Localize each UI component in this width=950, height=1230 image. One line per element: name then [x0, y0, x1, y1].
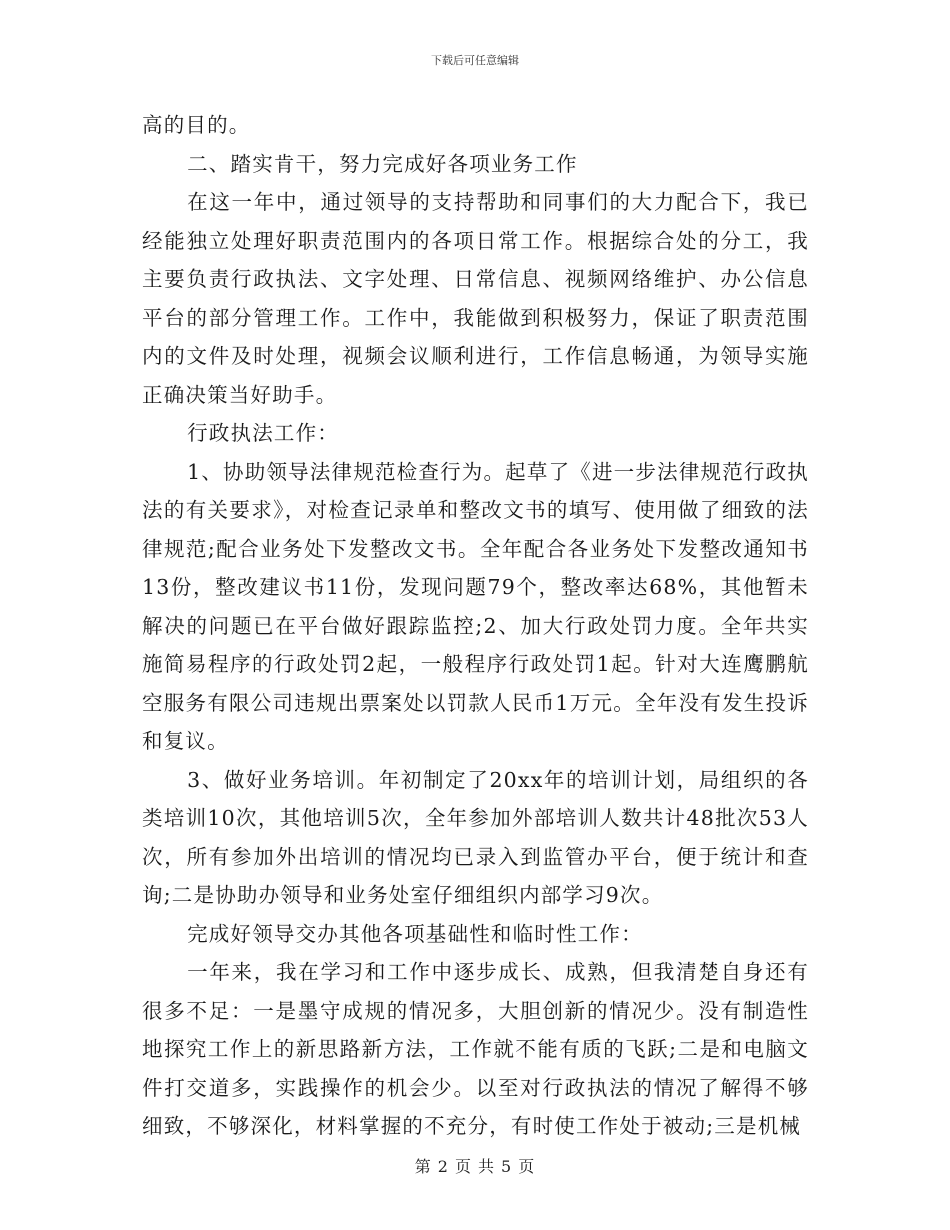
paragraph-6: 3、做好业务培训。年初制定了20xx年的培训计划，局组织的各类培训10次，其他培训5次，全年参加外部培训人数共计48批次53人次，所有参加外出培训的情况均已录入到监管办平台，便于统计和查询;二是协助办领导和业务处室仔细组织内部学习9次。: [142, 767, 809, 907]
footer-total-pages: 5: [501, 1157, 513, 1176]
paragraph-8: 一年来，我在学习和工作中逐步成长、成熟，但我清楚自身还有很多不足：一是墨守成规的情况多，大胆创新的情况少。没有制造性地探究工作上的新思路新方法，工作就不能有质的飞跃;二是和电脑文件打交道多，实践操作的机会少。以至对行政执法的情况了解得不够细致，不够深化，材料掌握的不充分，有时使工作处于被动;三是机械: [142, 960, 809, 1138]
page-footer: [0, 1154, 950, 1177]
document-body: [142, 106, 809, 1146]
paragraph-5: 1、协助领导法律规范检查行为。起草了《进一步法律规范行政执法的有关要求》，对检查记录单和整改文书的填写、使用做了细致的法律规范;配合业务处下发整改文书。全年配合各业务处下发整改通知书13份，整改建议书11份，发现问题79个，整改率达68%，其他暂未解决的问题已在平台做好跟踪监控;2、加大行政处罚力度。全年共实施简易程序的行政处罚2起，一般程序行政处罚1起。针对大连鹰鹏航空服务有限公司违规出票案处以罚款人民币1万元。全年没有发生投诉和复议。: [142, 459, 809, 753]
footer-middle: 页 共: [454, 1157, 496, 1176]
footer-suffix: 页: [518, 1157, 536, 1176]
subheading-admin-enforcement: 行政执法工作：: [187, 421, 339, 445]
footer-page-number: 2: [437, 1157, 449, 1176]
header-note: 下载后可任意编辑: [431, 54, 519, 67]
section-heading: 二、踏实肯干，努力完成好各项业务工作: [187, 151, 578, 176]
paragraph-1: 高的目的。: [142, 113, 251, 137]
paragraph-3: 在这一年中，通过领导的支持帮助和同事们的大力配合下，我已经能独立处理好职责范围内的各项日常工作。根据综合处的分工，我主要负责行政执法、文字处理、日常信息、视频网络维护、办公信息平台的部分管理工作。工作中，我能做到积极努力，保证了职责范围内的文件及时处理，视频会议顺利进行，工作信息畅通，为领导实施正确决策当好助手。: [142, 190, 809, 407]
footer-prefix: 第: [414, 1157, 432, 1176]
subheading-other-work: 完成好领导交办其他各项基础性和临时性工作：: [187, 921, 643, 946]
